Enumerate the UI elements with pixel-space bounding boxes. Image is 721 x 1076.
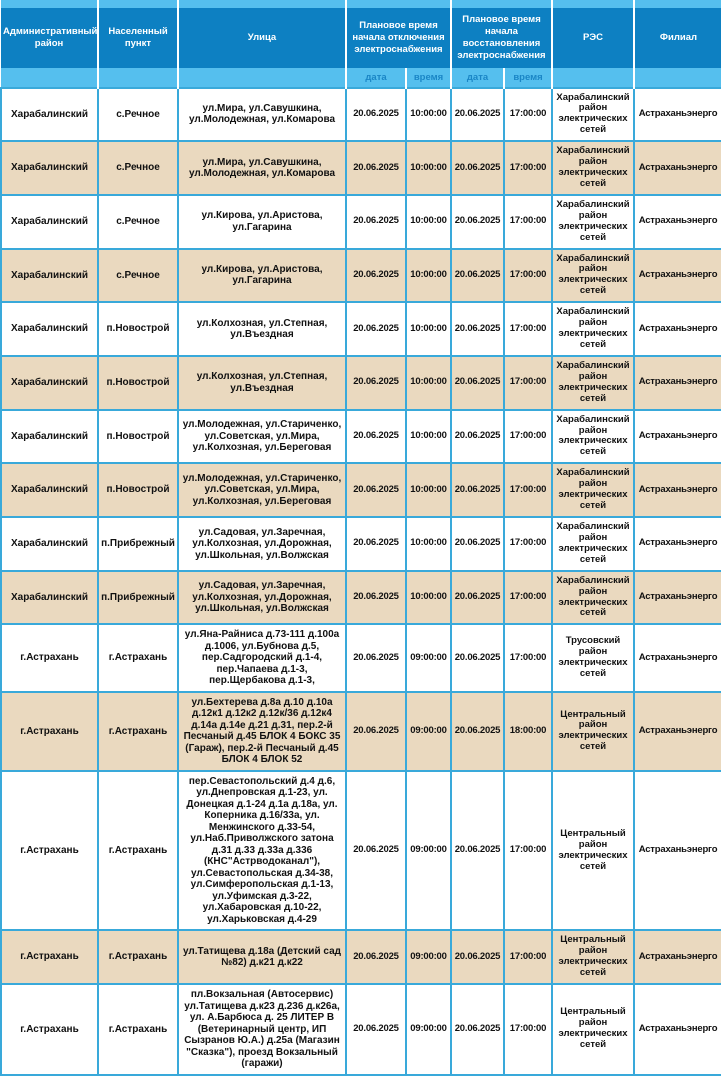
cell-off-time: 10:00:00 (406, 356, 451, 410)
cell-district: Харабалинский (1, 410, 98, 464)
table-row (1, 571, 721, 625)
cell-settlement: с.Речное (98, 249, 178, 303)
cell-branch: Астраханьэнерго (634, 302, 721, 356)
cell-district: Харабалинский (1, 463, 98, 517)
cell-district: Харабалинский (1, 249, 98, 303)
cell-on-date: 20.06.2025 (451, 771, 504, 931)
cell-branch: Астраханьэнерго (634, 141, 721, 195)
table-row (1, 517, 721, 571)
cell-off-time: 09:00:00 (406, 692, 451, 771)
cell-on-date: 20.06.2025 (451, 195, 504, 249)
cell-branch: Астраханьэнерго (634, 356, 721, 410)
col-header-outage-start: Плановое время начала отключения электроснабжения (346, 8, 451, 68)
subheader-off-date: дата (346, 68, 406, 88)
cell-off-time: 09:00:00 (406, 930, 451, 984)
cell-res: Центральный район электрических сетей (552, 771, 634, 931)
cell-on-date: 20.06.2025 (451, 410, 504, 464)
cell-branch: Астраханьэнерго (634, 930, 721, 984)
cell-on-date: 20.06.2025 (451, 984, 504, 1075)
cell-res: Харабалинский район электрических сетей (552, 249, 634, 303)
cell-branch: Астраханьэнерго (634, 195, 721, 249)
table-row (1, 356, 721, 410)
cell-on-time: 17:00:00 (504, 463, 552, 517)
cell-streets: ул.Мира, ул.Савушкина, ул.Молодежная, ул.Комарова (178, 88, 346, 142)
cell-on-date: 20.06.2025 (451, 249, 504, 303)
cell-on-time: 17:00:00 (504, 624, 552, 692)
table-row (1, 624, 721, 692)
table-row (1, 141, 721, 195)
cell-branch: Астраханьэнерго (634, 984, 721, 1075)
cell-branch: Астраханьэнерго (634, 249, 721, 303)
cell-off-time: 10:00:00 (406, 141, 451, 195)
cell-on-date: 20.06.2025 (451, 141, 504, 195)
cell-settlement: п.Новострой (98, 463, 178, 517)
cell-settlement: п.Прибрежный (98, 517, 178, 571)
cell-off-date: 20.06.2025 (346, 571, 406, 625)
cell-on-time: 17:00:00 (504, 771, 552, 931)
table-row (1, 984, 721, 1075)
cell-off-time: 09:00:00 (406, 624, 451, 692)
cell-settlement: п.Новострой (98, 410, 178, 464)
cell-res: Центральный район электрических сетей (552, 984, 634, 1075)
cell-streets: ул.Яна-Райниса д.73-111 д.100а д.1006, ул.Бубнова д.5, пер.Садгородский д.1-4, пер.Чапаева д.1-3, пер.Щербакова д.1-3, (178, 624, 346, 692)
cell-on-date: 20.06.2025 (451, 356, 504, 410)
subheader-empty (552, 68, 634, 88)
cell-off-time: 09:00:00 (406, 771, 451, 931)
cell-district: г.Астрахань (1, 692, 98, 771)
cell-streets: ул.Мира, ул.Савушкина, ул.Молодежная, ул.Комарова (178, 141, 346, 195)
cell-branch: Астраханьэнерго (634, 624, 721, 692)
cell-off-date: 20.06.2025 (346, 930, 406, 984)
cell-off-time: 10:00:00 (406, 302, 451, 356)
cell-res: Харабалинский район электрических сетей (552, 463, 634, 517)
table-row (1, 692, 721, 771)
cell-on-time: 17:00:00 (504, 410, 552, 464)
cell-off-time: 10:00:00 (406, 571, 451, 625)
cell-on-date: 20.06.2025 (451, 930, 504, 984)
cell-settlement: г.Астрахань (98, 692, 178, 771)
table-row (1, 930, 721, 984)
cell-settlement: п.Новострой (98, 356, 178, 410)
cell-off-time: 10:00:00 (406, 88, 451, 142)
subheader-empty (98, 68, 178, 88)
cell-district: Харабалинский (1, 356, 98, 410)
cell-on-date: 20.06.2025 (451, 517, 504, 571)
cell-streets: пл.Вокзальная (Автосервис) ул.Татищева д.к23 д.236 д.к26а, ул. А.Барбюса д. 25 ЛИТЕР В (Ветеринарный центр, ИП Сызранов Ю.А.) д.25а (Магазин "Сказка"), проезд Вокзальный (гаражи) (178, 984, 346, 1075)
header-row (1, 8, 721, 68)
cell-streets: ул.Татищева д.18а (Детский сад №82) д.к21 д.к22 (178, 930, 346, 984)
cell-res: Трусовский район электрических сетей (552, 624, 634, 692)
cell-off-date: 20.06.2025 (346, 984, 406, 1075)
cell-settlement: г.Астрахань (98, 624, 178, 692)
cell-settlement: с.Речное (98, 88, 178, 142)
table-row (1, 410, 721, 464)
subheader-empty (178, 68, 346, 88)
col-header-res: РЭС (552, 8, 634, 68)
cell-on-time: 17:00:00 (504, 302, 552, 356)
cell-settlement: с.Речное (98, 195, 178, 249)
cell-on-time: 17:00:00 (504, 88, 552, 142)
cell-streets: ул.Кирова, ул.Аристова, ул.Гагарина (178, 195, 346, 249)
cell-on-time: 17:00:00 (504, 984, 552, 1075)
cell-district: Харабалинский (1, 517, 98, 571)
cell-streets: ул.Колхозная, ул.Степная, ул.Въездная (178, 302, 346, 356)
table-row (1, 88, 721, 142)
cell-off-time: 10:00:00 (406, 249, 451, 303)
accent-strip-cell (346, 0, 451, 8)
cell-res: Харабалинский район электрических сетей (552, 410, 634, 464)
accent-strip-cell (451, 0, 552, 8)
col-header-branch: Филиал (634, 8, 721, 68)
subheader-on-time: время (504, 68, 552, 88)
cell-district: Харабалинский (1, 302, 98, 356)
cell-off-date: 20.06.2025 (346, 195, 406, 249)
table-row (1, 195, 721, 249)
cell-res: Центральный район электрических сетей (552, 930, 634, 984)
cell-on-time: 18:00:00 (504, 692, 552, 771)
accent-strip-cell (178, 0, 346, 8)
cell-district: г.Астрахань (1, 930, 98, 984)
cell-on-time: 17:00:00 (504, 195, 552, 249)
cell-settlement: г.Астрахань (98, 984, 178, 1075)
cell-off-time: 09:00:00 (406, 984, 451, 1075)
subheader-off-time: время (406, 68, 451, 88)
cell-streets: ул.Кирова, ул.Аристова, ул.Гагарина (178, 249, 346, 303)
col-header-settlement: Населенный пункт (98, 8, 178, 68)
cell-branch: Астраханьэнерго (634, 692, 721, 771)
cell-res: Харабалинский район электрических сетей (552, 571, 634, 625)
cell-settlement: с.Речное (98, 141, 178, 195)
cell-res: Харабалинский район электрических сетей (552, 195, 634, 249)
cell-branch: Астраханьэнерго (634, 571, 721, 625)
cell-off-time: 10:00:00 (406, 517, 451, 571)
subheader-empty (1, 68, 98, 88)
cell-district: г.Астрахань (1, 624, 98, 692)
cell-streets: ул.Молодежная, ул.Стариченко, ул.Советская, ул.Мира, ул.Колхозная, ул.Береговая (178, 410, 346, 464)
cell-off-date: 20.06.2025 (346, 463, 406, 517)
cell-off-date: 20.06.2025 (346, 302, 406, 356)
cell-on-time: 17:00:00 (504, 356, 552, 410)
table-row (1, 463, 721, 517)
cell-district: Харабалинский (1, 195, 98, 249)
cell-on-time: 17:00:00 (504, 249, 552, 303)
cell-res: Харабалинский район электрических сетей (552, 88, 634, 142)
cell-settlement: г.Астрахань (98, 930, 178, 984)
accent-strip-cell (552, 0, 634, 8)
cell-res: Харабалинский район электрических сетей (552, 302, 634, 356)
cell-district: г.Астрахань (1, 984, 98, 1075)
cell-branch: Астраханьэнерго (634, 517, 721, 571)
cell-branch: Астраханьэнерго (634, 463, 721, 517)
cell-on-time: 17:00:00 (504, 930, 552, 984)
cell-settlement: п.Новострой (98, 302, 178, 356)
cell-branch: Астраханьэнерго (634, 410, 721, 464)
cell-district: Харабалинский (1, 88, 98, 142)
cell-off-date: 20.06.2025 (346, 771, 406, 931)
accent-strip-cell (98, 0, 178, 8)
accent-strip-cell (634, 0, 721, 8)
cell-off-date: 20.06.2025 (346, 356, 406, 410)
cell-on-date: 20.06.2025 (451, 88, 504, 142)
cell-district: г.Астрахань (1, 771, 98, 931)
cell-on-date: 20.06.2025 (451, 571, 504, 625)
cell-off-date: 20.06.2025 (346, 88, 406, 142)
cell-on-date: 20.06.2025 (451, 692, 504, 771)
table-header (1, 0, 721, 88)
subheader-row (1, 68, 721, 88)
table-row (1, 302, 721, 356)
cell-settlement: г.Астрахань (98, 771, 178, 931)
cell-res: Центральный район электрических сетей (552, 692, 634, 771)
cell-streets: ул.Молодежная, ул.Стариченко, ул.Советская, ул.Мира, ул.Колхозная, ул.Береговая (178, 463, 346, 517)
cell-streets: пер.Севастопольский д.4 д.6, ул.Днепровская д.1-23, ул. Донецкая д.1-24 д.1а д.18а, ул. Коперника д.16/33а, ул. Менжинского д.33-54, ул.Наб.Приволжского затона д.31 д.33 д.33а д.336 (КНС"Астрводоканал"), ул.Севастопольская д.34-38, ул.Симферопольская д.1-13, ул.Уфимская д.3-22, ул.Хабаровская д.10-22, ул.Харьковская д.4-29 (178, 771, 346, 931)
cell-streets: ул.Бехтерева д.8а д.10 д.10а д.12к1 д.12к2 д.12к/36 д.12к4 д.14а д.14е д.21 д.31, пер.2-й Песчаный д.45 БЛОК 4 БОКС 35 (Гараж), пер.2-й Песчаный д.45 БЛОК 4 БЛОК 52 (178, 692, 346, 771)
cell-settlement: п.Прибрежный (98, 571, 178, 625)
subheader-empty (634, 68, 721, 88)
cell-off-time: 10:00:00 (406, 410, 451, 464)
cell-res: Харабалинский район электрических сетей (552, 141, 634, 195)
cell-on-time: 17:00:00 (504, 571, 552, 625)
cell-streets: ул.Колхозная, ул.Степная, ул.Въездная (178, 356, 346, 410)
cell-on-date: 20.06.2025 (451, 302, 504, 356)
cell-res: Харабалинский район электрических сетей (552, 356, 634, 410)
table-row (1, 249, 721, 303)
cell-branch: Астраханьэнерго (634, 771, 721, 931)
col-header-district: Административный район (1, 8, 98, 68)
subheader-on-date: дата (451, 68, 504, 88)
cell-off-time: 10:00:00 (406, 463, 451, 517)
cell-off-time: 10:00:00 (406, 195, 451, 249)
cell-branch: Астраханьэнерго (634, 88, 721, 142)
header-accent-strip (1, 0, 721, 8)
cell-streets: ул.Садовая, ул.Заречная, ул.Колхозная, ул.Дорожная, ул.Школьная, ул.Волжская (178, 571, 346, 625)
cell-off-date: 20.06.2025 (346, 692, 406, 771)
cell-district: Харабалинский (1, 571, 98, 625)
cell-district: Харабалинский (1, 141, 98, 195)
cell-off-date: 20.06.2025 (346, 410, 406, 464)
accent-strip-cell (1, 0, 98, 8)
cell-off-date: 20.06.2025 (346, 624, 406, 692)
cell-on-date: 20.06.2025 (451, 463, 504, 517)
col-header-street: Улица (178, 8, 346, 68)
cell-off-date: 20.06.2025 (346, 141, 406, 195)
cell-streets: ул.Садовая, ул.Заречная, ул.Колхозная, ул.Дорожная, ул.Школьная, ул.Волжская (178, 517, 346, 571)
col-header-restore-start: Плановое время начала восстановления электроснабжения (451, 8, 552, 68)
outage-table-body (1, 88, 721, 1075)
cell-res: Харабалинский район электрических сетей (552, 517, 634, 571)
cell-on-time: 17:00:00 (504, 517, 552, 571)
cell-off-date: 20.06.2025 (346, 517, 406, 571)
cell-on-time: 17:00:00 (504, 141, 552, 195)
cell-off-date: 20.06.2025 (346, 249, 406, 303)
table-row (1, 771, 721, 931)
cell-on-date: 20.06.2025 (451, 624, 504, 692)
